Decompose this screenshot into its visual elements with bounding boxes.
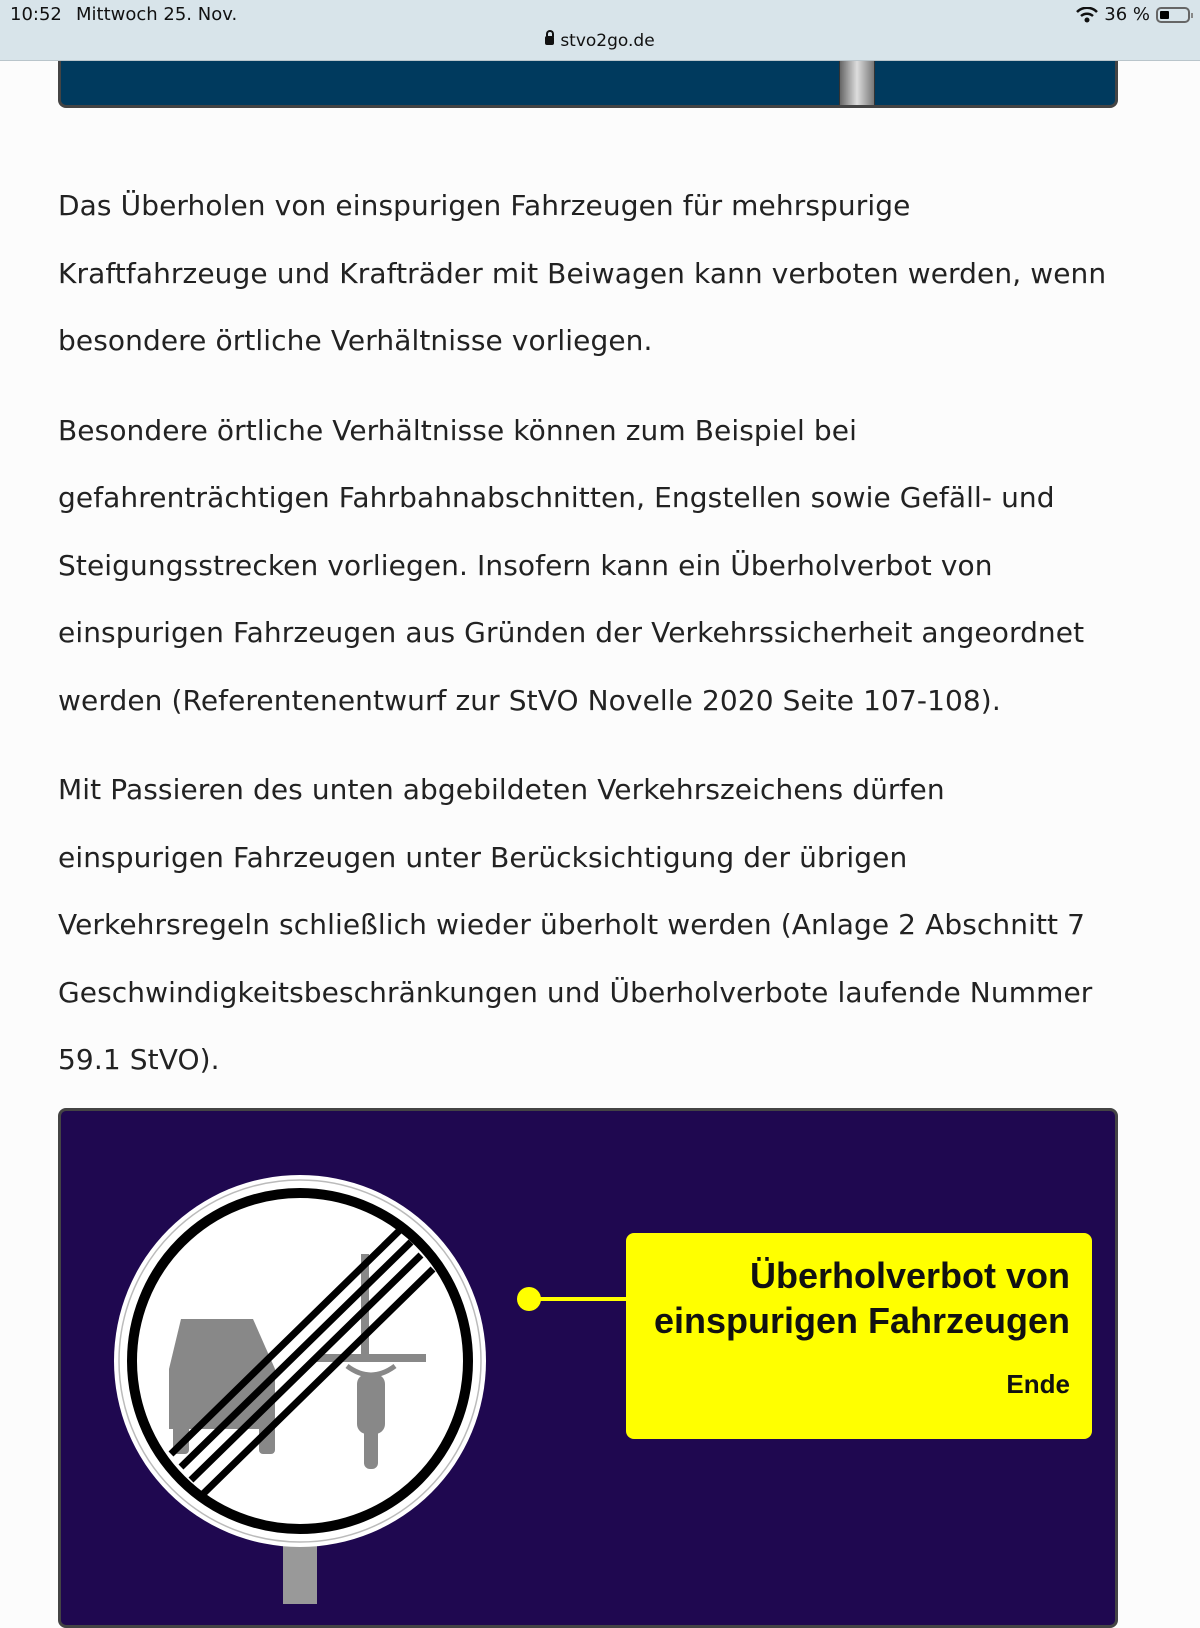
paragraph-line: Verkehrsregeln schließlich wieder überholt werden (Anlage 2 Abschnitt 7 bbox=[58, 908, 1086, 941]
paragraph bbox=[58, 397, 1106, 735]
paragraph-line: Besondere örtliche Verhältnisse können zum Beispiel bei bbox=[58, 413, 857, 447]
lock-icon bbox=[545, 36, 554, 45]
battery-percent: 36 % bbox=[1104, 4, 1150, 25]
paragraph-line: Steigungsstrecken vorliegen. Insofern kann ein Überholverbot von bbox=[58, 548, 993, 582]
paragraph-line: besondere örtliche Verhältnisse vorliegen. bbox=[58, 324, 653, 357]
url-text: stvo2go.de bbox=[560, 31, 655, 51]
paragraph-line: Geschwindigkeitsbeschränkungen und Überholverbote laufende Nummer bbox=[58, 975, 1093, 1009]
wifi-icon bbox=[1076, 7, 1098, 23]
paragraph-line: gefahrenträchtigen Fahrbahnabschnitten, Engstellen sowie Gefäll- und bbox=[58, 481, 1055, 514]
paragraph bbox=[58, 172, 1106, 375]
paragraph-line: einspurigen Fahrzeugen aus Gründen der Verkehrssicherheit angeordnet bbox=[58, 616, 1085, 649]
paragraph bbox=[58, 756, 1106, 1094]
paragraph-line: werden (Referentenentwurf zur StVO Novelle 2020 Seite 107-108). bbox=[58, 683, 1001, 717]
sign-title-line1: Überholverbot von bbox=[749, 1255, 1070, 1296]
browser-status-bar bbox=[0, 0, 1200, 61]
article-text bbox=[58, 172, 1106, 1116]
sign-panel bbox=[58, 1108, 1118, 1628]
paragraph-line: einspurigen Fahrzeugen unter Berücksichtigung der übrigen bbox=[58, 840, 908, 874]
sign-title-line2: einspurigen Fahrzeugen bbox=[653, 1300, 1070, 1341]
date: Mittwoch 25. Nov. bbox=[76, 4, 238, 25]
sign-subtitle: Ende bbox=[1006, 1369, 1070, 1399]
sign-label-callout bbox=[626, 1233, 1092, 1439]
end-no-overtaking-single-track-sign-icon bbox=[111, 1174, 491, 1604]
battery-icon bbox=[1156, 7, 1190, 23]
address-bar[interactable] bbox=[0, 31, 1200, 51]
paragraph-line: Kraftfahrzeuge und Krafträder mit Beiwagen kann verboten werden, wenn bbox=[58, 256, 1107, 290]
status-icons bbox=[1076, 4, 1190, 25]
paragraph-line: Mit Passieren des unten abgebildeten Verkehrszeichens dürfen bbox=[58, 773, 945, 806]
paragraph-line: Das Überholen von einspurigen Fahrzeugen für mehrspurige bbox=[58, 189, 911, 222]
paragraph-line: 59.1 StVO). bbox=[58, 1043, 220, 1076]
clock: 10:52 bbox=[10, 4, 62, 25]
connector-line bbox=[529, 1297, 627, 1301]
